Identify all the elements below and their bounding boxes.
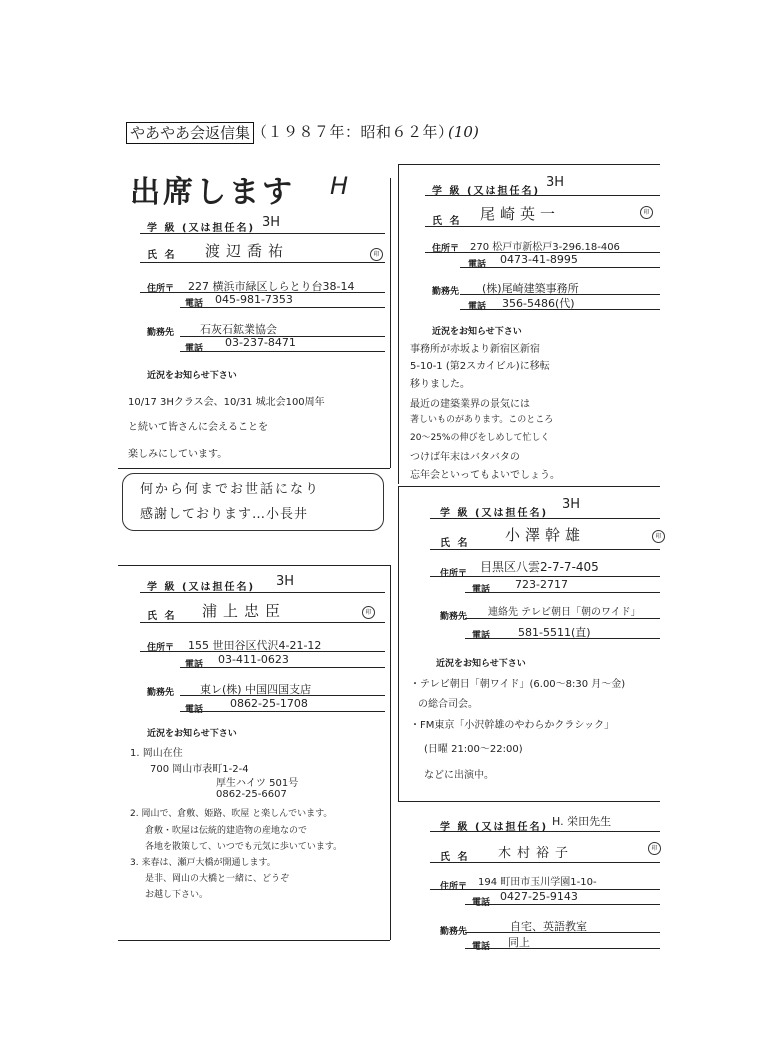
label-tel: 電話 bbox=[185, 660, 204, 670]
news-line: 倉敷・吹屋は伝統的建造物の産地なので bbox=[145, 826, 308, 836]
news-line: 0862-25-6607 bbox=[216, 789, 287, 800]
label-work-tel: 電話 bbox=[472, 631, 491, 641]
label-work-tel: 電話 bbox=[185, 705, 204, 715]
address-value: 270 松戸市新松戸3-296.18-406 bbox=[470, 242, 620, 253]
news-line: 事務所が赤坂より新宿区新宿 bbox=[410, 344, 540, 355]
header-title-year: （１９８７年：昭和６２年） bbox=[252, 123, 454, 141]
news-line: 是非、岡山の大橋と一緒に、どうぞ bbox=[145, 874, 290, 884]
name-value: 渡辺喬祐 bbox=[205, 242, 290, 260]
label-class: 学 級 (又は担任名) bbox=[440, 508, 549, 519]
seal-icon: 印 bbox=[652, 530, 665, 543]
news-line: つけば年末はバタバタの bbox=[410, 452, 520, 463]
name-value: 尾崎英一 bbox=[480, 205, 561, 223]
label-class: 学 級 (又は担任名) bbox=[147, 582, 256, 593]
work-tel-value: 03-237-8471 bbox=[225, 336, 296, 349]
news-line: 700 岡山市表町1-2-4 bbox=[150, 764, 249, 775]
news-line: と続いて皆さんに会えることを bbox=[128, 422, 268, 433]
name-value: 木村裕子 bbox=[498, 846, 575, 861]
note-line: 何から何までお世話になり bbox=[140, 482, 321, 497]
news-line: 5-10-1 (第2スカイビル)に移転 bbox=[410, 361, 550, 372]
attend-mark: H bbox=[330, 172, 349, 200]
news-line: ・FM東京「小沢幹雄のやわらかクラシック」 bbox=[410, 720, 615, 731]
news-line: 10/17 3Hクラス会、10/31 城北会100周年 bbox=[128, 397, 325, 408]
tel-value: 045-981-7353 bbox=[215, 293, 293, 306]
news-line: の総合司会。 bbox=[418, 699, 478, 710]
label-work: 勤務先 bbox=[440, 612, 468, 622]
label-work: 勤務先 bbox=[147, 688, 175, 698]
label-name: 氏 名 bbox=[147, 611, 177, 622]
address-value: 227 横浜市緑区しらとり台38-14 bbox=[188, 280, 355, 293]
class-value: 3H bbox=[276, 574, 295, 589]
label-address: 住所〒 bbox=[147, 643, 175, 653]
note-line: 感謝しております…小長井 bbox=[140, 507, 309, 522]
class-value: 3H bbox=[262, 215, 281, 230]
news-line: 20～25%の伸びをしめして忙しく bbox=[410, 433, 550, 443]
news-line: 3. 来春は、瀬戸大橋が開通します。 bbox=[130, 858, 276, 868]
label-name: 氏 名 bbox=[440, 852, 470, 863]
news-line: 最近の建築業界の景気には bbox=[410, 399, 530, 410]
news-line: ・テレビ朝日「朝ワイド」(6.00～8:30 月～金) bbox=[410, 679, 626, 690]
tel-value: 03-411-0623 bbox=[218, 653, 289, 666]
news-line: 2. 岡山で、倉敷、姫路、吹屋 と楽しんでいます。 bbox=[130, 809, 333, 819]
class-value: 3H bbox=[562, 497, 581, 512]
name-value: 小澤幹雄 bbox=[505, 526, 586, 544]
label-work-tel: 電話 bbox=[468, 302, 487, 312]
address-value: 目黒区八雲2-7-7-405 bbox=[480, 560, 599, 574]
news-line: 各地を散策して、いつでも元気に歩いています。 bbox=[145, 842, 343, 852]
label-address: 住所〒 bbox=[440, 569, 468, 579]
label-name: 氏 名 bbox=[440, 538, 470, 549]
news-line: 厚生ハイツ 501号 bbox=[216, 778, 299, 789]
work-value: 自宅、英語教室 bbox=[510, 920, 587, 933]
tel-value: 0473-41-8995 bbox=[500, 253, 578, 266]
work-value: 石灰石鉱業協会 bbox=[200, 323, 277, 336]
news-line: 移りました。 bbox=[410, 379, 470, 390]
work-tel-value: 581-5511(直) bbox=[518, 626, 591, 639]
seal-icon: 印 bbox=[362, 606, 375, 619]
seal-icon: 印 bbox=[640, 206, 653, 219]
news-line: (日曜 21:00～22:00) bbox=[424, 744, 523, 755]
label-tel: 電話 bbox=[185, 299, 204, 309]
work-value: 連絡先 テレビ朝日「朝のワイド」 bbox=[488, 607, 641, 618]
header-page-number: (10) bbox=[448, 123, 479, 141]
class-value: 3H bbox=[546, 175, 565, 190]
news-line: 1. 岡山在住 bbox=[130, 748, 183, 759]
label-news: 近況をお知らせ下さい bbox=[147, 371, 237, 381]
label-address: 住所〒 bbox=[432, 244, 460, 254]
work-tel-value: 356-5486(代) bbox=[502, 297, 575, 310]
label-work-tel: 電話 bbox=[185, 344, 204, 354]
news-line: お越し下さい。 bbox=[145, 890, 209, 900]
attend-statement: 出席します bbox=[130, 175, 295, 210]
address-value: 194 町田市玉川学園1-10- bbox=[478, 877, 597, 888]
label-work: 勤務先 bbox=[147, 328, 175, 338]
work-tel-value: 0862-25-1708 bbox=[230, 697, 308, 710]
name-value: 浦上忠臣 bbox=[202, 602, 287, 620]
work-value: 東レ(株) 中国四国支店 bbox=[200, 683, 312, 696]
news-line: 著しいものがあります。このところ bbox=[410, 415, 554, 425]
label-class: 学 級 (又は担任名) bbox=[440, 822, 549, 833]
news-line: 楽しみにしています。 bbox=[128, 449, 228, 460]
label-work-tel: 電話 bbox=[472, 942, 491, 952]
tel-value: 723-2717 bbox=[515, 578, 568, 591]
label-address: 住所〒 bbox=[147, 284, 175, 294]
seal-icon: 印 bbox=[648, 842, 661, 855]
label-news: 近況をお知らせ下さい bbox=[436, 659, 526, 669]
label-class: 学 級 (又は担任名) bbox=[432, 186, 541, 197]
seal-icon: 印 bbox=[370, 248, 383, 261]
label-name: 氏 名 bbox=[432, 216, 462, 227]
label-address: 住所〒 bbox=[440, 882, 468, 892]
label-work: 勤務先 bbox=[432, 287, 460, 297]
tel-value: 0427-25-9143 bbox=[500, 890, 578, 903]
news-line: などに出演中。 bbox=[424, 770, 494, 781]
label-tel: 電話 bbox=[472, 898, 491, 908]
label-tel: 電話 bbox=[468, 260, 487, 270]
address-value: 155 世田谷区代沢4-21-12 bbox=[188, 639, 322, 652]
work-tel-value: 同上 bbox=[508, 936, 530, 949]
header-title-boxed: やあやあ会返信集 bbox=[126, 122, 254, 144]
label-work: 勤務先 bbox=[440, 927, 468, 937]
label-news: 近況をお知らせ下さい bbox=[147, 729, 237, 739]
label-name: 氏 名 bbox=[147, 250, 177, 261]
work-value: (株)尾崎建築事務所 bbox=[482, 282, 579, 295]
label-tel: 電話 bbox=[472, 585, 491, 595]
label-class: 学 級 (又は担任名) bbox=[147, 223, 256, 234]
news-line: 忘年会といってもよいでしょう。 bbox=[410, 470, 560, 481]
label-news: 近況をお知らせ下さい bbox=[432, 327, 522, 337]
class-value: H. 栄田先生 bbox=[552, 815, 612, 828]
